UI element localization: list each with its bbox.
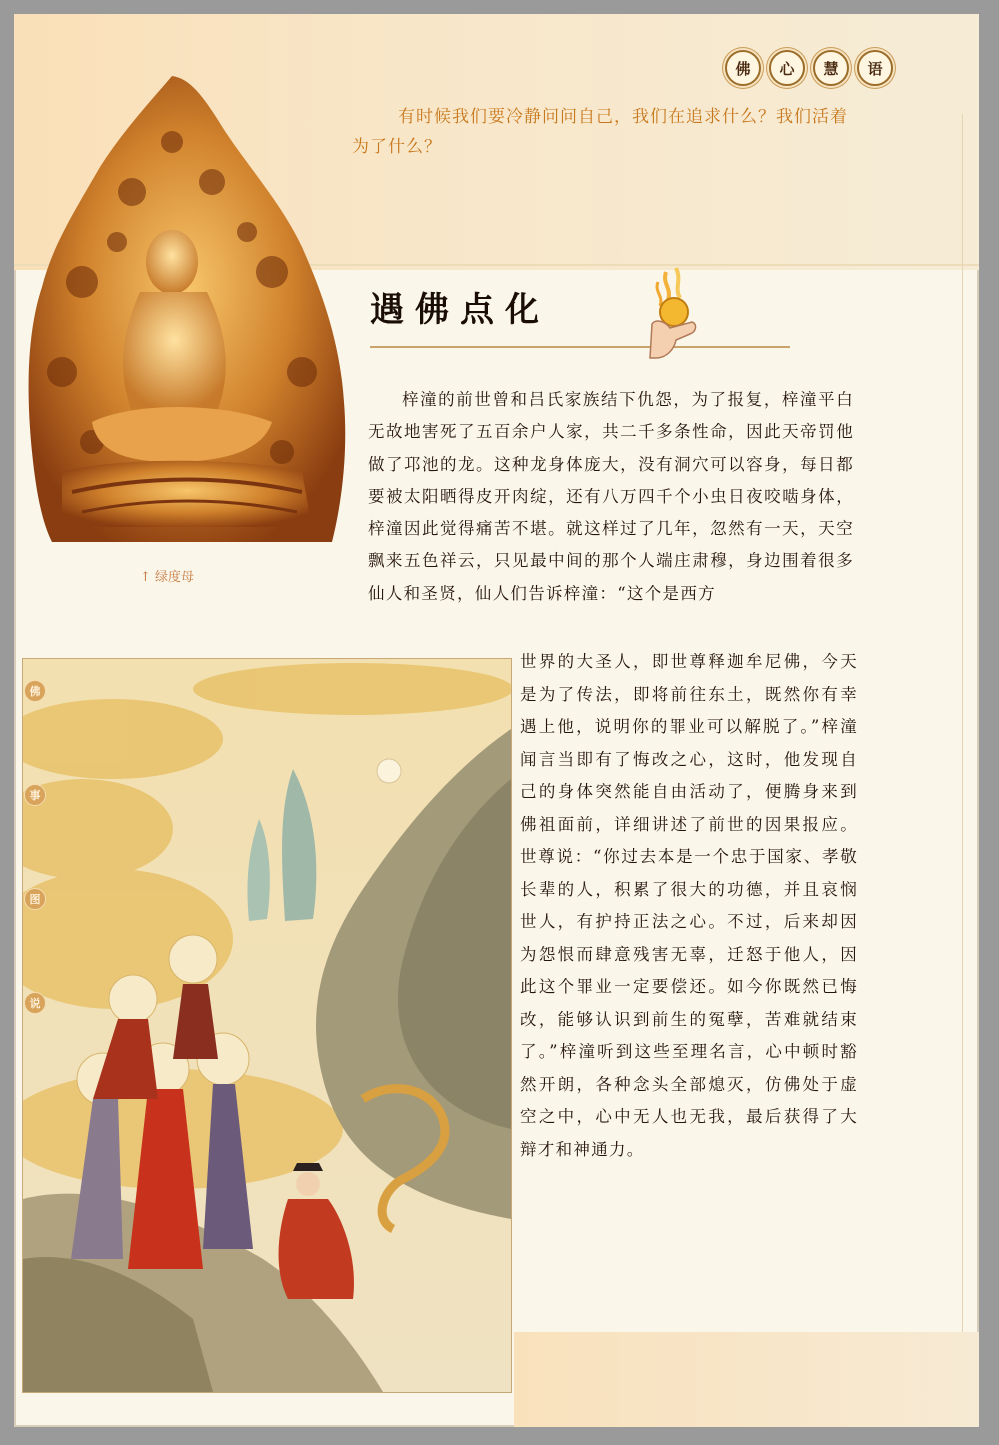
- side-label: 说: [24, 992, 46, 1014]
- footer-band: [514, 1332, 979, 1427]
- side-label: 佛: [24, 680, 46, 702]
- header-badge: 慧: [813, 50, 849, 86]
- header-badge: 语: [857, 50, 893, 86]
- header-badge: 佛: [725, 50, 761, 86]
- green-tara-statue-image: [22, 72, 352, 548]
- side-label: 事: [24, 784, 46, 806]
- hand-holding-jewel-icon: [636, 262, 708, 362]
- right-margin-rule: [962, 114, 963, 1364]
- body-paragraph-bottom: 世界的大圣人，即世尊释迦牟尼佛，今天是为了传法，即将前往东土，既然你有幸遇上他，说明你的罪业可以解脱了。”梓潼闻言当即有了悔改之心，这时，他发现自己的身体突然能自由活动了，便腾身来到佛祖面前，详细讲述了前世的因果报应。世尊说：“你过去本是一个忠于国家、孝敬长辈的人，积累了很大的功德，并且哀悯世人，有护持正法之心。不过，后来却因为怨恨而肆意残害无辜，迁怒于他人，因此这个罪业一定要偿还。如今你既然已悔改，能够认识到前生的冤孽，苦难就结束了。”梓潼听到这些至理名言，心中顿时豁然开朗，各种念头全部熄灭，仿佛处于虚空之中，心中无人也无我，最后获得了大辩才和神通力。: [520, 652, 858, 1159]
- body-paragraph-top: 梓潼的前世曾和吕氏家族结下仇怨，为了报复，梓潼平白无故地害死了五百余户人家，共二千多条性命，因此天帝罚他做了邛池的龙。这种龙身体庞大，没有洞穴可以容身，每日都要被太阳晒得皮开肉绽，还有八万四千个小虫日夜咬啮身体，梓潼因此觉得痛苦不堪。就这样过了几年，忽然有一天，天空飘来五色祥云，只见最中间的那个人端庄肃穆，身边围着很多仙人和圣贤，仙人们告诉梓潼：“这个是西方: [368, 390, 854, 603]
- section-title: 遇佛点化: [370, 290, 550, 330]
- title-underline: [370, 346, 790, 348]
- side-label: 图: [24, 888, 46, 910]
- header-quote: 有时候我们要冷静问问自己，我们在追求什么？我们活着为了什么？: [352, 107, 848, 157]
- buddha-meets-dragon-painting: [22, 658, 512, 1393]
- header-badges: [725, 50, 893, 86]
- figure-caption: ↑ 绿度母: [140, 570, 195, 585]
- header-badge: 心: [769, 50, 805, 86]
